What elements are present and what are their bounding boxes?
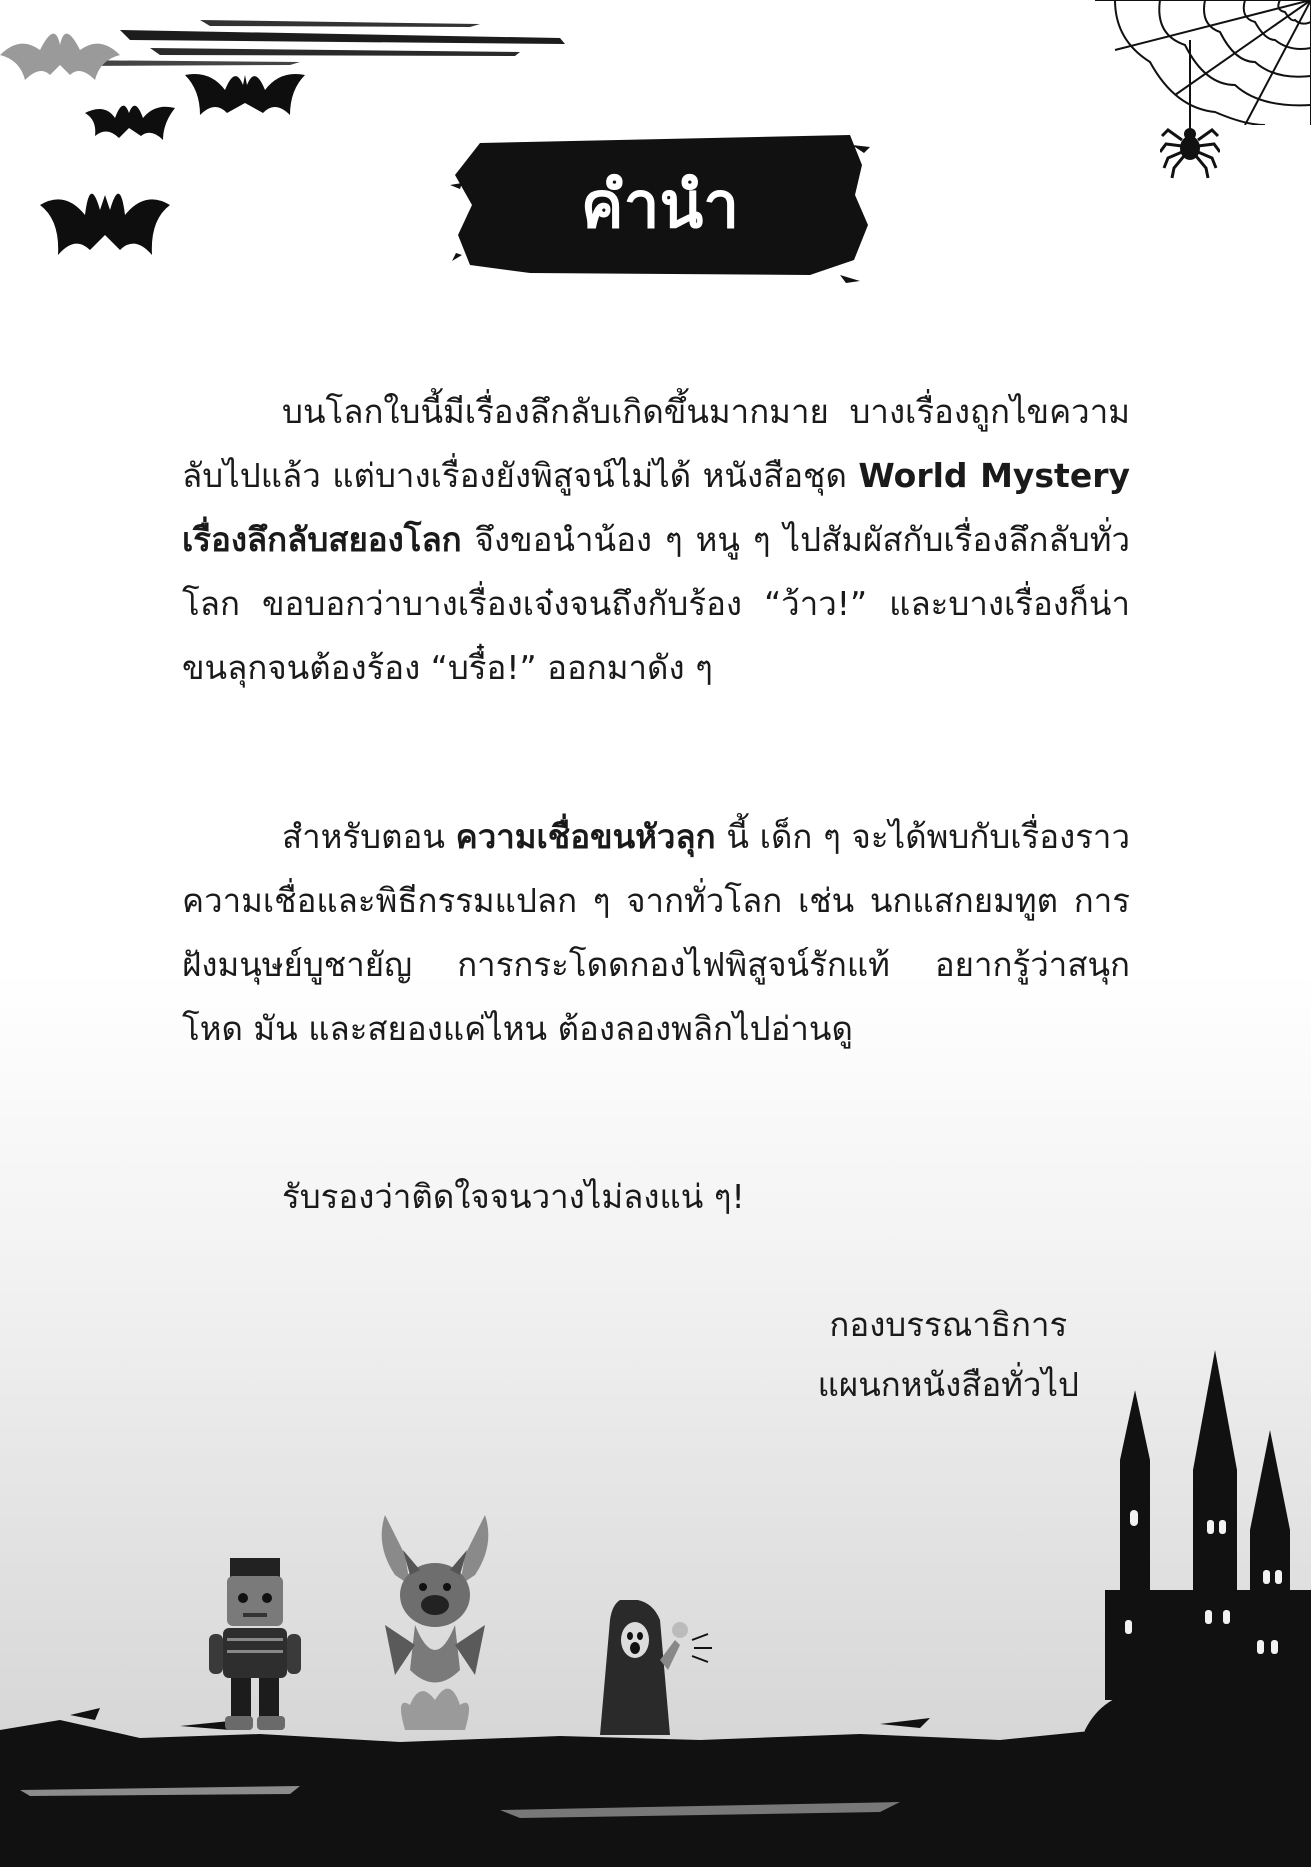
title-banner xyxy=(450,125,870,285)
zombie-icon xyxy=(205,1558,305,1733)
signature-line-1: กองบรรณาธิการ xyxy=(829,1305,1068,1344)
paragraph-3 xyxy=(182,1165,1130,1229)
series-name: World Mystery เรื่องลึกลับสยองโลก xyxy=(182,456,1130,559)
paragraph-1-text: บนโลกใบนี้มีเรื่องลึกลับเกิดขึ้นมากมาย บางเรื่องถูกไขความลับไปแล้ว แต่บางเรื่องยังพิสูจน์ไม่ได้ หนังสือชุด xyxy=(182,392,1130,495)
paragraph-2-rest: นี้ เด็ก ๆ จะได้พบกับเรื่องราวความเชื่อและพิธีกรรมแปลก ๆ จากทั่วโลก เช่น นกแสกยมทูต การฝังมนุษย์บูชายัญ การกระโดดกองไฟพิสูจน์รักแท้ อยากรู้ว่าสนุก โหด มัน และสยองแค่ไหน ต้องลองพลิกไปอ่านดู xyxy=(182,817,1130,1048)
bat-icon xyxy=(85,78,175,148)
paragraph-3-text: รับรองว่าติดใจจนวางไม่ลงแน่ ๆ! xyxy=(282,1177,745,1216)
reaper-icon xyxy=(580,1600,730,1735)
paragraph-1 xyxy=(182,380,1130,700)
signature-block xyxy=(818,1295,1079,1415)
castle-icon xyxy=(1075,1350,1311,1770)
devil-icon xyxy=(355,1505,515,1735)
paragraph-2-intro: สำหรับตอน xyxy=(282,817,456,856)
episode-name: ความเชื่อขนหัวลุก xyxy=(455,817,716,856)
signature-line-2: แผนกหนังสือทั่วไป xyxy=(817,1365,1079,1404)
paragraph-1-rest: จึงขอนำน้อง ๆ หนู ๆ ไปสัมผัสกับเรื่องลึกลับทั่วโลก ขอบอกว่าบางเรื่องเจ๋งจนถึงกับร้อง “ว้าว!” และบางเรื่องก็น่าขนลุกจนต้องร้อง “บรื๋อ!” ออกมาดัง ๆ xyxy=(182,520,1130,687)
page-title: คำนำ xyxy=(580,169,740,243)
bat-icon xyxy=(40,155,170,265)
spider-icon xyxy=(1160,40,1220,180)
bat-icon xyxy=(185,45,305,135)
paragraph-2 xyxy=(182,805,1130,1061)
